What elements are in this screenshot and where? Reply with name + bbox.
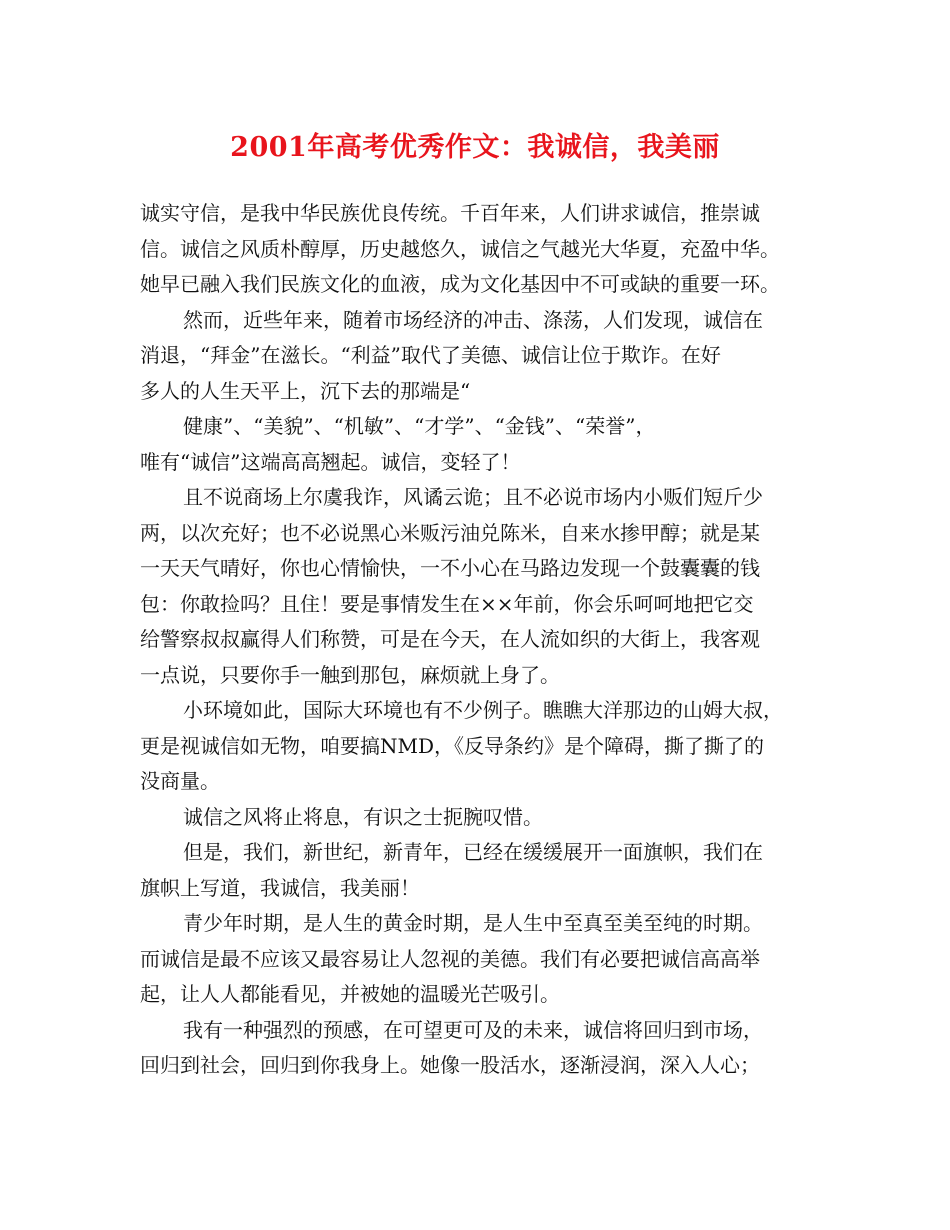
text-line: 更是视诚信如无物，咱要搞NMD，《反导条约》是个障碍，撕了撕了的 — [140, 733, 765, 758]
text-line: 诚实守信，是我中华民族优良传统。千百年来，人们讲求诚信，推崇诚 — [140, 201, 760, 225]
text-line: 唯有“诚信”这端高高翘起。诚信，变轻了！ — [140, 449, 521, 474]
text-line: 旗帜上写道，我诚信，我美丽！ — [140, 875, 420, 900]
text-line: 包：你敢捡吗？且住！要是事情发生在××年前，你会乐呵呵地把它交 — [140, 591, 754, 616]
text-line: 且不说商场上尔虞我诈，风谲云诡；且不必说市场内小贩们短斤少 — [183, 485, 763, 509]
text-line: 诚信之风将止将息，有识之士扼腕叹惜。 — [183, 804, 543, 829]
text-line: 而诚信是最不应该又最容易让人忽视的美德。我们有必要把诚信高高举 — [140, 946, 760, 971]
text-line: 她早已融入我们民族文化的血液，成为文化基因中不可或缺的重要一环。 — [140, 272, 780, 296]
text-line: 两，以次充好；也不必说黑心米贩污油兑陈米，自来水掺甲醇；就是某 — [140, 520, 760, 545]
text-line: 给警察叔叔赢得人们称赞，可是在今天，在人流如织的大街上，我客观 — [140, 627, 760, 651]
document-title: 2001年高考优秀作文：我诚信，我美丽 — [230, 132, 720, 163]
text-line: 但是，我们，新世纪，新青年，已经在缓缓展开一面旗帜，我们在 — [183, 840, 763, 864]
text-line: 我有一种强烈的预感，在可望更可及的未来，诚信将回归到市场， — [183, 1017, 763, 1042]
text-line: 起，让人人都能看见，并被她的温暖光芒吸引。 — [140, 982, 560, 1006]
text-line: 回归到社会，回归到你我身上。她像一股活水，逐渐浸润，深入人心； — [140, 1053, 760, 1077]
text-line: 一天天气晴好，你也心情愉快，一不小心在马路边发现一个鼓囊囊的钱 — [140, 556, 760, 580]
text-line: 健康”、“美貌”、“机敏”、“才学”、“金钱”、“荣誉”， — [183, 414, 656, 438]
text-line: 小环境如此，国际大环境也有不少例子。瞧瞧大洋那边的山姆大叔， — [183, 698, 783, 722]
text-line: 然而，近些年来，随着市场经济的冲击、涤荡，人们发现，诚信在 — [183, 307, 763, 332]
document-body — [140, 196, 830, 1084]
text-line: 信。诚信之风质朴醇厚，历史越悠久，诚信之气越光大华夏，充盈中华。 — [140, 236, 780, 261]
text-line: 多人的人生天平上，沉下去的那端是“ — [140, 378, 471, 403]
text-line: 消退，“拜金”在滋长。“利益”取代了美德、诚信让位于欺诈。在好 — [140, 343, 721, 367]
text-line: 没商量。 — [140, 769, 220, 793]
text-line: 一点说，只要你手一触到那包，麻烦就上身了。 — [140, 662, 560, 687]
text-line: 青少年时期，是人生的黄金时期，是人生中至真至美至纯的时期。 — [183, 911, 763, 935]
